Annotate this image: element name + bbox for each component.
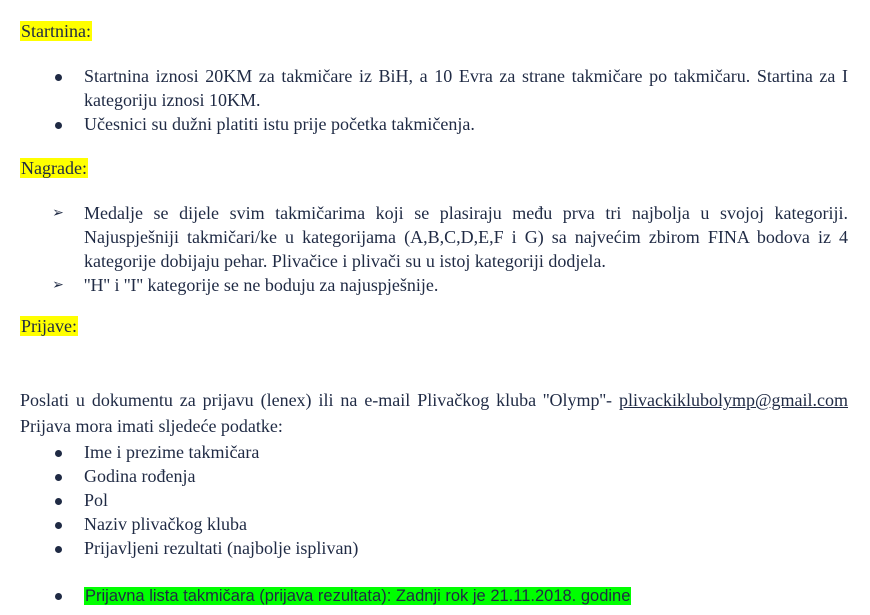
nagrade-list bbox=[20, 201, 848, 297]
bullet-icon bbox=[51, 464, 65, 488]
bullet-icon bbox=[51, 488, 65, 512]
startnina-heading bbox=[20, 20, 92, 42]
bullet-icon bbox=[51, 536, 65, 560]
startnina-list bbox=[20, 64, 848, 136]
prijave-intro-text: Poslati u dokumentu za prijavu (lenex) ili na e-mail Plivačkog kluba ''Olymp''- bbox=[20, 390, 613, 410]
list-item-text: Prijavljeni rezultati (najbolje isplivan) bbox=[84, 538, 359, 558]
list-item-text: Učesnici su dužni platiti istu prije početka takmičenja. bbox=[84, 114, 475, 134]
list-item bbox=[20, 273, 848, 297]
prijave-heading bbox=[20, 315, 78, 337]
list-item bbox=[20, 536, 848, 560]
deadline-text: Prijavna lista takmičara (prijava rezultata): Zadnji rok je 21.11.2018. godine bbox=[85, 587, 631, 605]
list-item-text: Startnina iznosi 20KM za takmičare iz BiH, a 10 Evra za strane takmičare po takmičaru. Startina za I kategoriju iznosi 10KM. bbox=[84, 66, 848, 110]
list-item bbox=[20, 64, 848, 112]
email-link[interactable]: plivackiklubolymp@gmail.com bbox=[618, 390, 849, 410]
list-item bbox=[20, 112, 848, 136]
list-item bbox=[20, 512, 848, 536]
arrowhead-icon: ➢ bbox=[52, 205, 64, 221]
list-item-text: Godina rođenja bbox=[84, 466, 196, 486]
nagrade-heading-text: Nagrade: bbox=[21, 158, 87, 178]
prijave-intro-rest: Prijava mora imati sljedeće podatke: bbox=[20, 416, 283, 436]
deadline-list bbox=[20, 583, 848, 608]
list-item-text: ''H'' i ''I'' kategorije se ne boduju za najuspješnije. bbox=[84, 275, 439, 295]
prijave-list bbox=[20, 440, 848, 560]
list-item-text: Naziv plivačkog kluba bbox=[84, 514, 247, 534]
nagrade-heading bbox=[20, 157, 88, 179]
list-item-text: Ime i prezime takmičara bbox=[84, 442, 260, 462]
list-item bbox=[20, 583, 848, 608]
bullet-icon bbox=[51, 440, 65, 464]
bullet-icon bbox=[51, 583, 65, 607]
bullet-icon bbox=[51, 512, 65, 536]
bullet-icon bbox=[51, 112, 65, 136]
prijave-heading-text: Prijave: bbox=[21, 316, 77, 336]
list-item bbox=[20, 488, 848, 512]
startnina-heading-text: Startnina: bbox=[21, 21, 91, 41]
bullet-icon bbox=[51, 64, 65, 88]
list-item-text: Pol bbox=[84, 490, 109, 510]
list-item bbox=[20, 464, 848, 488]
arrowhead-icon: ➢ bbox=[52, 277, 64, 293]
prijave-intro bbox=[20, 387, 848, 439]
list-item-text: Medalje se dijele svim takmičarima koji se plasiraju među prva tri najbolja u svojoj kategoriji. Najuspješniji takmičari/ke u kategorijama (A,B,C,D,E,F i G) sa najvećim zbirom FINA bodova iz 4 kategorije dobijaju pehar. Plivačice i plivači su u istoj kategoriji dodjela. bbox=[84, 203, 848, 271]
list-item bbox=[20, 201, 848, 273]
list-item bbox=[20, 440, 848, 464]
